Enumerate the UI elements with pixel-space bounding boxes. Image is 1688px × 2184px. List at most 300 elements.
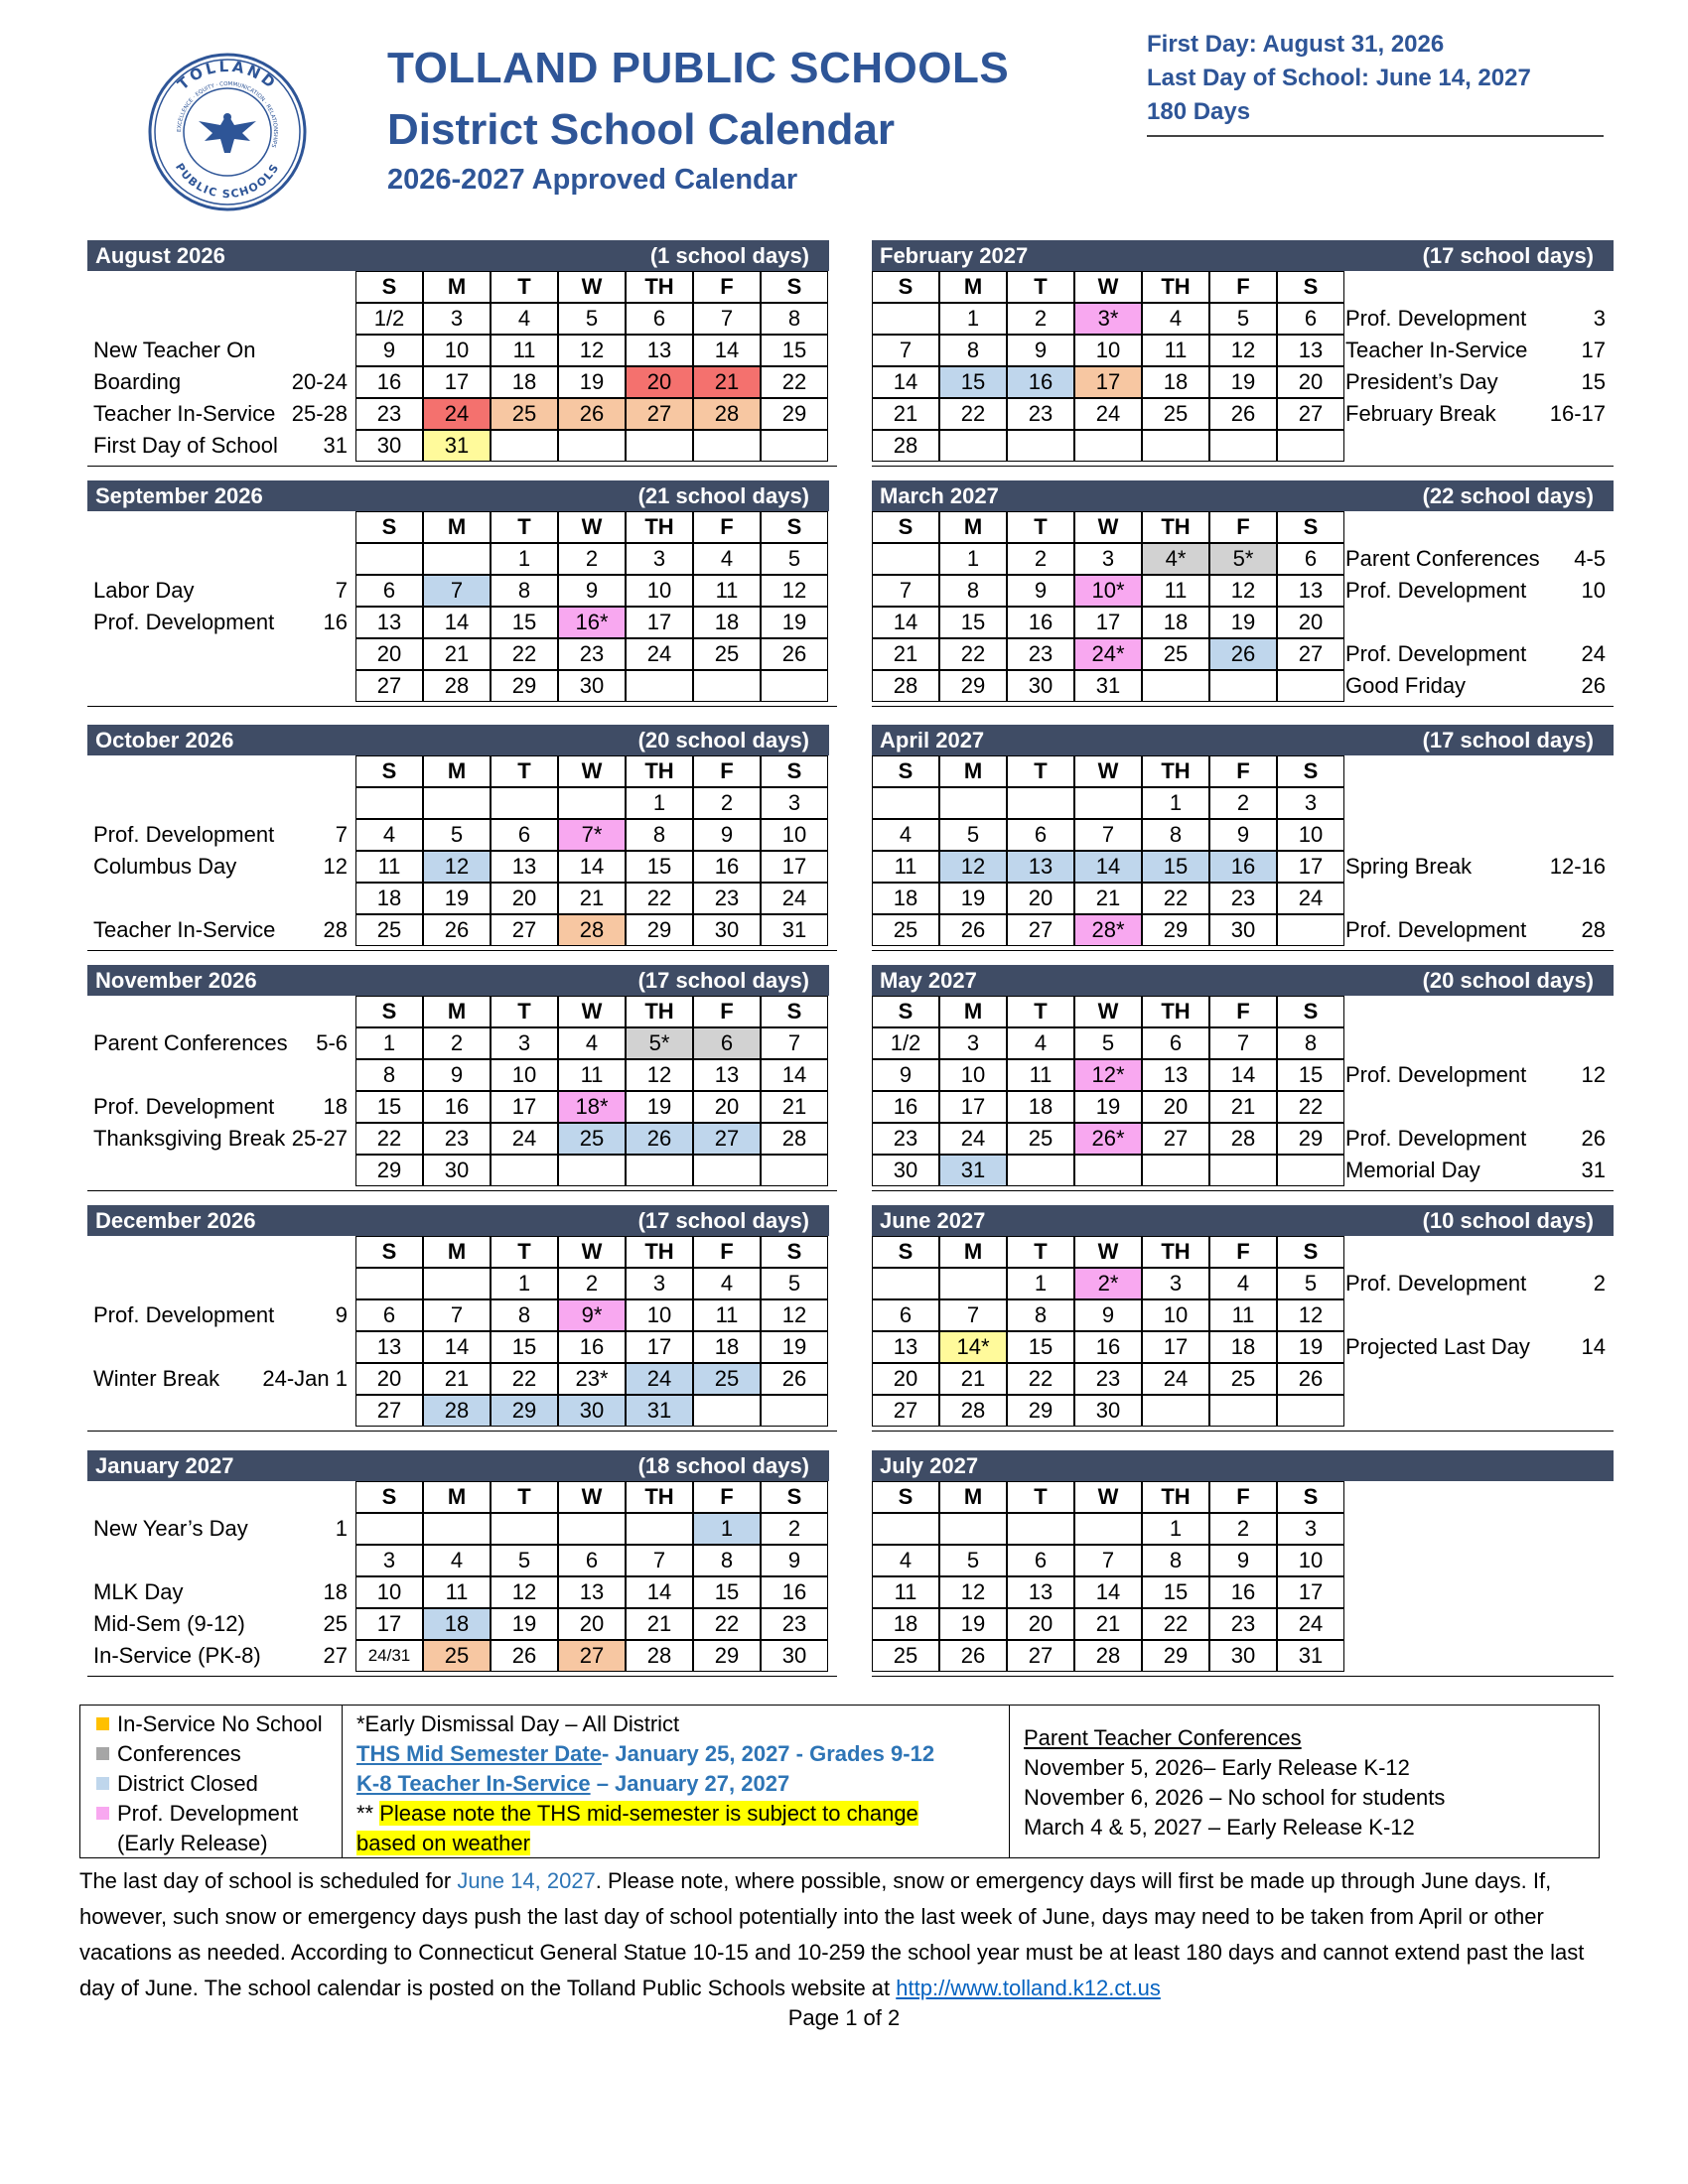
school-days-count: (17 school days) bbox=[1422, 728, 1594, 752]
day-cell bbox=[491, 430, 558, 462]
day-cell: 26 bbox=[423, 914, 491, 946]
day-header: F bbox=[693, 1236, 761, 1268]
event-name: New Year’s Day bbox=[93, 1516, 248, 1541]
day-cell: 14 bbox=[761, 1059, 828, 1091]
event-name: Winter Break bbox=[93, 1366, 220, 1391]
month-name: April 2027 bbox=[880, 728, 985, 752]
day-header: F bbox=[693, 1481, 761, 1513]
day-header: F bbox=[693, 755, 761, 787]
day-cell bbox=[939, 1268, 1007, 1299]
school-days-count: (20 school days) bbox=[1422, 968, 1594, 993]
day-cell: 6 bbox=[1277, 543, 1344, 575]
day-cell: 21 bbox=[761, 1091, 828, 1123]
day-cell: 4 bbox=[872, 819, 939, 851]
event-name: Parent Conferences bbox=[1345, 546, 1540, 571]
day-cell: 10 bbox=[423, 335, 491, 366]
day-cell: 13 bbox=[872, 1331, 939, 1363]
day-cell: 27 bbox=[1142, 1123, 1209, 1155]
day-header: T bbox=[1007, 996, 1074, 1027]
month-name: January 2027 bbox=[95, 1453, 234, 1478]
day-cell: 4 bbox=[693, 1268, 761, 1299]
school-days-count: (20 school days) bbox=[637, 728, 809, 752]
school-days-count: (21 school days) bbox=[637, 483, 809, 508]
k8-inservice-link[interactable]: K-8 Teacher In-Service bbox=[356, 1771, 591, 1796]
day-cell: 31 bbox=[626, 1395, 693, 1427]
day-cell: 8 bbox=[491, 1299, 558, 1331]
day-cell: 24 bbox=[491, 1123, 558, 1155]
day-cell: 9 bbox=[1007, 575, 1074, 607]
month-divider bbox=[87, 1676, 837, 1677]
day-cell bbox=[1074, 787, 1142, 819]
day-cell: 1 bbox=[1142, 787, 1209, 819]
footer-text-1: The last day of school is scheduled for bbox=[79, 1868, 458, 1893]
day-cell: 19 bbox=[1074, 1091, 1142, 1123]
event-entry bbox=[93, 852, 348, 882]
ths-mid-semester-link[interactable]: THS Mid Semester Date bbox=[356, 1741, 602, 1766]
day-cell: 24 bbox=[1277, 1608, 1344, 1640]
day-cell: 12 bbox=[1209, 335, 1277, 366]
day-header: F bbox=[1209, 996, 1277, 1027]
event-name: Prof. Development bbox=[1345, 641, 1527, 666]
day-header: W bbox=[558, 996, 626, 1027]
day-cell bbox=[939, 430, 1007, 462]
day-header: M bbox=[423, 755, 491, 787]
day-header: F bbox=[1209, 511, 1277, 543]
day-header: W bbox=[558, 1236, 626, 1268]
day-cell: 10* bbox=[1074, 575, 1142, 607]
day-cell: 14 bbox=[626, 1576, 693, 1608]
month-divider bbox=[87, 950, 837, 951]
legend-item bbox=[96, 1769, 342, 1799]
event-name: First Day of School bbox=[93, 433, 278, 458]
day-cell bbox=[423, 787, 491, 819]
day-cell: 10 bbox=[939, 1059, 1007, 1091]
day-cell: 12 bbox=[423, 851, 491, 883]
month-header bbox=[872, 1450, 1614, 1481]
day-cell bbox=[693, 430, 761, 462]
event-entry bbox=[93, 367, 348, 397]
day-cell: 17 bbox=[626, 607, 693, 638]
event-name: Prof. Development bbox=[1345, 578, 1527, 603]
day-cell: 6 bbox=[355, 1299, 423, 1331]
day-cell: 23 bbox=[558, 638, 626, 670]
day-cell bbox=[1142, 1395, 1209, 1427]
event-date: 12 bbox=[1581, 1062, 1606, 1087]
event-name: Prof. Development bbox=[1345, 1271, 1527, 1296]
day-cell bbox=[1142, 670, 1209, 702]
day-cell bbox=[558, 787, 626, 819]
day-cell: 26 bbox=[558, 398, 626, 430]
event-date: 26 bbox=[1581, 1126, 1606, 1151]
event-name: Mid-Sem (9-12) bbox=[93, 1611, 245, 1636]
day-cell: 21 bbox=[872, 398, 939, 430]
legend-item bbox=[96, 1739, 342, 1769]
day-cell bbox=[1209, 1155, 1277, 1186]
event-name: Thanksgiving Break bbox=[93, 1126, 286, 1151]
day-cell bbox=[872, 787, 939, 819]
day-cell: 6 bbox=[872, 1299, 939, 1331]
event-name: Prof. Development bbox=[1345, 1126, 1527, 1151]
day-cell: 6 bbox=[1007, 819, 1074, 851]
legend-swatch bbox=[96, 1807, 109, 1820]
first-day-text: First Day: August 31, 2026 bbox=[1147, 31, 1445, 58]
day-cell: 27 bbox=[491, 914, 558, 946]
day-cell: 5* bbox=[626, 1027, 693, 1059]
day-cell: 28 bbox=[761, 1123, 828, 1155]
event-entry bbox=[1345, 1332, 1606, 1362]
day-header: F bbox=[693, 271, 761, 303]
day-cell: 6 bbox=[1007, 1545, 1074, 1576]
day-cell: 1 bbox=[1007, 1268, 1074, 1299]
day-header: S bbox=[355, 271, 423, 303]
day-cell: 17 bbox=[939, 1091, 1007, 1123]
event-date: 12 bbox=[323, 854, 348, 879]
day-cell: 22 bbox=[1142, 883, 1209, 914]
day-header: T bbox=[491, 271, 558, 303]
day-header: S bbox=[872, 755, 939, 787]
day-cell: 8 bbox=[1007, 1299, 1074, 1331]
day-cell: 16 bbox=[1209, 1576, 1277, 1608]
day-cell: 29 bbox=[1142, 1640, 1209, 1672]
day-cell: 6 bbox=[491, 819, 558, 851]
day-cell: 8 bbox=[626, 819, 693, 851]
day-cell: 7 bbox=[1074, 1545, 1142, 1576]
day-cell: 31 bbox=[761, 914, 828, 946]
day-cell: 28 bbox=[1074, 1640, 1142, 1672]
day-cell: 22 bbox=[491, 638, 558, 670]
event-entry bbox=[93, 1092, 348, 1122]
day-cell bbox=[761, 1155, 828, 1186]
weather-note-line2-row bbox=[356, 1829, 1009, 1858]
day-cell: 13 bbox=[693, 1059, 761, 1091]
day-cell bbox=[1074, 1155, 1142, 1186]
month-header bbox=[87, 480, 829, 511]
day-cell: 31 bbox=[1277, 1640, 1344, 1672]
day-cell bbox=[1277, 1155, 1344, 1186]
day-cell: 19 bbox=[1209, 607, 1277, 638]
day-cell bbox=[872, 1268, 939, 1299]
day-cell: 26 bbox=[1209, 638, 1277, 670]
day-cell: 17 bbox=[1277, 851, 1344, 883]
day-header: TH bbox=[1142, 1236, 1209, 1268]
legend-swatch bbox=[96, 1777, 109, 1790]
day-cell: 21 bbox=[1074, 883, 1142, 914]
event-entry bbox=[93, 1609, 348, 1639]
day-cell: 14 bbox=[1074, 851, 1142, 883]
event-entry bbox=[1345, 852, 1606, 882]
day-cell: 25 bbox=[423, 1640, 491, 1672]
event-entry bbox=[93, 431, 348, 461]
day-cell: 21 bbox=[1209, 1091, 1277, 1123]
day-cell: 16 bbox=[872, 1091, 939, 1123]
day-cell: 12 bbox=[558, 335, 626, 366]
month-divider bbox=[872, 1676, 1614, 1677]
day-header: W bbox=[558, 1481, 626, 1513]
day-cell: 5 bbox=[558, 303, 626, 335]
day-cell: 20 bbox=[626, 366, 693, 398]
day-cell: 25 bbox=[1209, 1363, 1277, 1395]
event-date: 17 bbox=[1581, 338, 1606, 362]
day-cell: 29 bbox=[626, 914, 693, 946]
day-cell: 28 bbox=[423, 1395, 491, 1427]
day-cell: 29 bbox=[1142, 914, 1209, 946]
day-cell: 31 bbox=[939, 1155, 1007, 1186]
day-cell: 18 bbox=[872, 1608, 939, 1640]
day-cell: 20 bbox=[1007, 883, 1074, 914]
day-cell: 17 bbox=[423, 366, 491, 398]
month-divider bbox=[872, 706, 1614, 707]
month-name: November 2026 bbox=[95, 968, 257, 993]
day-cell: 14 bbox=[1209, 1059, 1277, 1091]
event-entry bbox=[1345, 915, 1606, 945]
month-name: May 2027 bbox=[880, 968, 977, 993]
day-cell bbox=[693, 1395, 761, 1427]
event-entry bbox=[93, 399, 348, 429]
day-cell: 23 bbox=[1209, 883, 1277, 914]
day-cell: 17 bbox=[491, 1091, 558, 1123]
event-name: Columbus Day bbox=[93, 854, 237, 879]
day-cell: 25 bbox=[693, 638, 761, 670]
event-name: Teacher In-Service bbox=[93, 401, 276, 426]
day-cell: 20 bbox=[1142, 1091, 1209, 1123]
month-name: February 2027 bbox=[880, 243, 1029, 268]
day-header: TH bbox=[1142, 755, 1209, 787]
day-cell: 7 bbox=[626, 1545, 693, 1576]
day-cell bbox=[1074, 430, 1142, 462]
event-date: 31 bbox=[1581, 1158, 1606, 1182]
event-date: 24 bbox=[1581, 641, 1606, 666]
day-cell: 9 bbox=[693, 819, 761, 851]
event-name: MLK Day bbox=[93, 1579, 184, 1604]
day-cell: 26 bbox=[491, 1640, 558, 1672]
day-cell: 1 bbox=[491, 1268, 558, 1299]
day-cell: 8 bbox=[939, 575, 1007, 607]
legend-swatch bbox=[96, 1747, 109, 1760]
day-cell: 20 bbox=[693, 1091, 761, 1123]
day-cell: 23* bbox=[558, 1363, 626, 1395]
month-header bbox=[87, 1205, 829, 1236]
event-date: 25 bbox=[323, 1611, 348, 1636]
day-cell: 10 bbox=[626, 575, 693, 607]
footer-paragraph bbox=[79, 1863, 1609, 2006]
day-cell: 3 bbox=[761, 787, 828, 819]
day-header: TH bbox=[1142, 271, 1209, 303]
event-date: 14 bbox=[1581, 1334, 1606, 1359]
day-cell: 28 bbox=[423, 670, 491, 702]
day-header: T bbox=[491, 996, 558, 1027]
day-cell: 6 bbox=[626, 303, 693, 335]
event-entry bbox=[93, 1577, 348, 1607]
day-cell: 9 bbox=[1074, 1299, 1142, 1331]
event-date: 27 bbox=[323, 1643, 348, 1668]
day-cell: 1 bbox=[939, 303, 1007, 335]
day-cell: 23 bbox=[693, 883, 761, 914]
day-cell: 8 bbox=[491, 575, 558, 607]
day-cell: 2 bbox=[1007, 303, 1074, 335]
day-header: M bbox=[939, 1236, 1007, 1268]
month-name: December 2026 bbox=[95, 1208, 256, 1233]
day-header: W bbox=[1074, 996, 1142, 1027]
day-header: W bbox=[1074, 511, 1142, 543]
day-cell: 14 bbox=[872, 366, 939, 398]
day-header: TH bbox=[626, 996, 693, 1027]
day-cell: 6 bbox=[1277, 303, 1344, 335]
day-cell: 20 bbox=[872, 1363, 939, 1395]
day-cell: 2 bbox=[1007, 543, 1074, 575]
day-cell: 20 bbox=[355, 638, 423, 670]
month-name: August 2026 bbox=[95, 243, 225, 268]
day-cell: 8 bbox=[761, 303, 828, 335]
day-header: TH bbox=[626, 511, 693, 543]
day-cell: 30 bbox=[1007, 670, 1074, 702]
day-cell: 5 bbox=[761, 1268, 828, 1299]
school-days-count: (1 school days) bbox=[649, 243, 809, 268]
day-cell: 16 bbox=[1007, 366, 1074, 398]
day-cell bbox=[626, 1155, 693, 1186]
day-cell: 15 bbox=[939, 607, 1007, 638]
day-cell: 28 bbox=[626, 1640, 693, 1672]
day-cell bbox=[491, 787, 558, 819]
day-cell: 25 bbox=[872, 1640, 939, 1672]
day-cell: 10 bbox=[1277, 1545, 1344, 1576]
day-cell: 3 bbox=[1277, 1513, 1344, 1545]
month-divider bbox=[87, 1190, 837, 1191]
day-cell: 23 bbox=[1209, 1608, 1277, 1640]
day-cell: 24 bbox=[1142, 1363, 1209, 1395]
day-header: S bbox=[1277, 1481, 1344, 1513]
month-name: September 2026 bbox=[95, 483, 263, 508]
event-date: 5-6 bbox=[316, 1030, 348, 1055]
day-cell: 10 bbox=[1142, 1299, 1209, 1331]
day-cell: 3 bbox=[491, 1027, 558, 1059]
day-cell: 26* bbox=[1074, 1123, 1142, 1155]
day-cell: 13 bbox=[1007, 851, 1074, 883]
day-cell: 7 bbox=[939, 1299, 1007, 1331]
event-name: Prof. Development bbox=[93, 822, 275, 847]
day-cell: 27 bbox=[872, 1395, 939, 1427]
legend-color-key bbox=[80, 1706, 343, 1857]
event-date: 12-16 bbox=[1549, 854, 1606, 879]
day-cell: 25 bbox=[491, 398, 558, 430]
event-date: 15 bbox=[1581, 369, 1606, 394]
day-cell: 24 bbox=[626, 638, 693, 670]
day-cell: 4* bbox=[1142, 543, 1209, 575]
day-cell bbox=[355, 1268, 423, 1299]
event-name: Prof. Development bbox=[93, 1302, 275, 1327]
day-cell: 4 bbox=[872, 1545, 939, 1576]
day-cell: 20 bbox=[355, 1363, 423, 1395]
parent-teacher-conferences bbox=[1010, 1706, 1598, 1857]
day-cell: 19 bbox=[423, 883, 491, 914]
day-header: S bbox=[355, 755, 423, 787]
event-date: 9 bbox=[335, 1302, 348, 1327]
event-date: 18 bbox=[323, 1094, 348, 1119]
day-cell: 19 bbox=[761, 1331, 828, 1363]
day-cell: 19 bbox=[626, 1091, 693, 1123]
event-date: 4-5 bbox=[1574, 546, 1606, 571]
day-cell bbox=[939, 1513, 1007, 1545]
day-cell: 29 bbox=[939, 670, 1007, 702]
day-header: M bbox=[939, 1481, 1007, 1513]
day-cell bbox=[1142, 1155, 1209, 1186]
day-cell: 20 bbox=[558, 1608, 626, 1640]
day-cell: 26 bbox=[939, 914, 1007, 946]
day-cell: 13 bbox=[355, 1331, 423, 1363]
day-cell: 19 bbox=[491, 1608, 558, 1640]
day-cell: 15 bbox=[939, 366, 1007, 398]
day-cell: 28 bbox=[693, 398, 761, 430]
day-cell: 7 bbox=[1209, 1027, 1277, 1059]
day-cell: 8 bbox=[355, 1059, 423, 1091]
day-cell: 18 bbox=[1007, 1091, 1074, 1123]
event-name: In-Service (PK-8) bbox=[93, 1643, 261, 1668]
day-cell: 23 bbox=[423, 1123, 491, 1155]
day-cell bbox=[423, 543, 491, 575]
month-divider bbox=[87, 706, 837, 707]
day-cell: 2 bbox=[558, 543, 626, 575]
day-cell: 5 bbox=[423, 819, 491, 851]
day-cell bbox=[1277, 1395, 1344, 1427]
ptc-date-1: November 5, 2026– Early Release K-12 bbox=[1024, 1755, 1410, 1780]
day-cell: 11 bbox=[872, 851, 939, 883]
day-cell bbox=[1074, 1513, 1142, 1545]
month-header bbox=[872, 1205, 1614, 1236]
day-header: S bbox=[1277, 755, 1344, 787]
day-cell bbox=[626, 1513, 693, 1545]
day-cell: 13 bbox=[1277, 575, 1344, 607]
day-cell: 1 bbox=[355, 1027, 423, 1059]
day-cell: 19 bbox=[1209, 366, 1277, 398]
day-cell: 10 bbox=[761, 819, 828, 851]
event-date: 10 bbox=[1581, 578, 1606, 603]
day-header: W bbox=[1074, 1481, 1142, 1513]
day-cell: 21 bbox=[693, 366, 761, 398]
event-name: Spring Break bbox=[1345, 854, 1473, 879]
day-cell: 12 bbox=[491, 1576, 558, 1608]
day-header: M bbox=[939, 996, 1007, 1027]
day-cell: 27 bbox=[558, 1640, 626, 1672]
event-date: 7 bbox=[335, 822, 348, 847]
day-header: S bbox=[1277, 511, 1344, 543]
day-header: S bbox=[1277, 996, 1344, 1027]
month-divider bbox=[872, 1190, 1614, 1191]
day-cell: 4 bbox=[1007, 1027, 1074, 1059]
district-website-link[interactable]: http://www.tolland.k12.ct.us bbox=[896, 1976, 1161, 2000]
event-entry bbox=[1345, 1124, 1606, 1154]
calendar-subtitle: 2026-2027 Approved Calendar bbox=[387, 164, 798, 196]
school-days-count: (18 school days) bbox=[637, 1453, 809, 1478]
event-name: Prof. Development bbox=[93, 1094, 275, 1119]
day-cell: 11 bbox=[693, 1299, 761, 1331]
logo-ring-text: EXCELLENCE · EQUITY · COMMUNICATION · RELATIONSHIPS bbox=[176, 80, 279, 149]
day-cell bbox=[1209, 1395, 1277, 1427]
day-header: F bbox=[693, 996, 761, 1027]
day-cell: 22 bbox=[939, 638, 1007, 670]
month-header bbox=[872, 240, 1614, 271]
day-cell: 4 bbox=[558, 1027, 626, 1059]
ths-mid-semester-date: - January 25, 2027 - Grades 9-12 bbox=[601, 1741, 935, 1766]
day-cell: 12 bbox=[1277, 1299, 1344, 1331]
day-cell: 5* bbox=[1209, 543, 1277, 575]
day-cell: 13 bbox=[1007, 1576, 1074, 1608]
day-header: T bbox=[1007, 511, 1074, 543]
school-days-count: (17 school days) bbox=[637, 968, 809, 993]
day-cell: 25 bbox=[1142, 638, 1209, 670]
day-cell: 18 bbox=[1142, 366, 1209, 398]
day-cell: 2 bbox=[761, 1513, 828, 1545]
day-cell: 9 bbox=[872, 1059, 939, 1091]
day-cell: 26 bbox=[761, 638, 828, 670]
